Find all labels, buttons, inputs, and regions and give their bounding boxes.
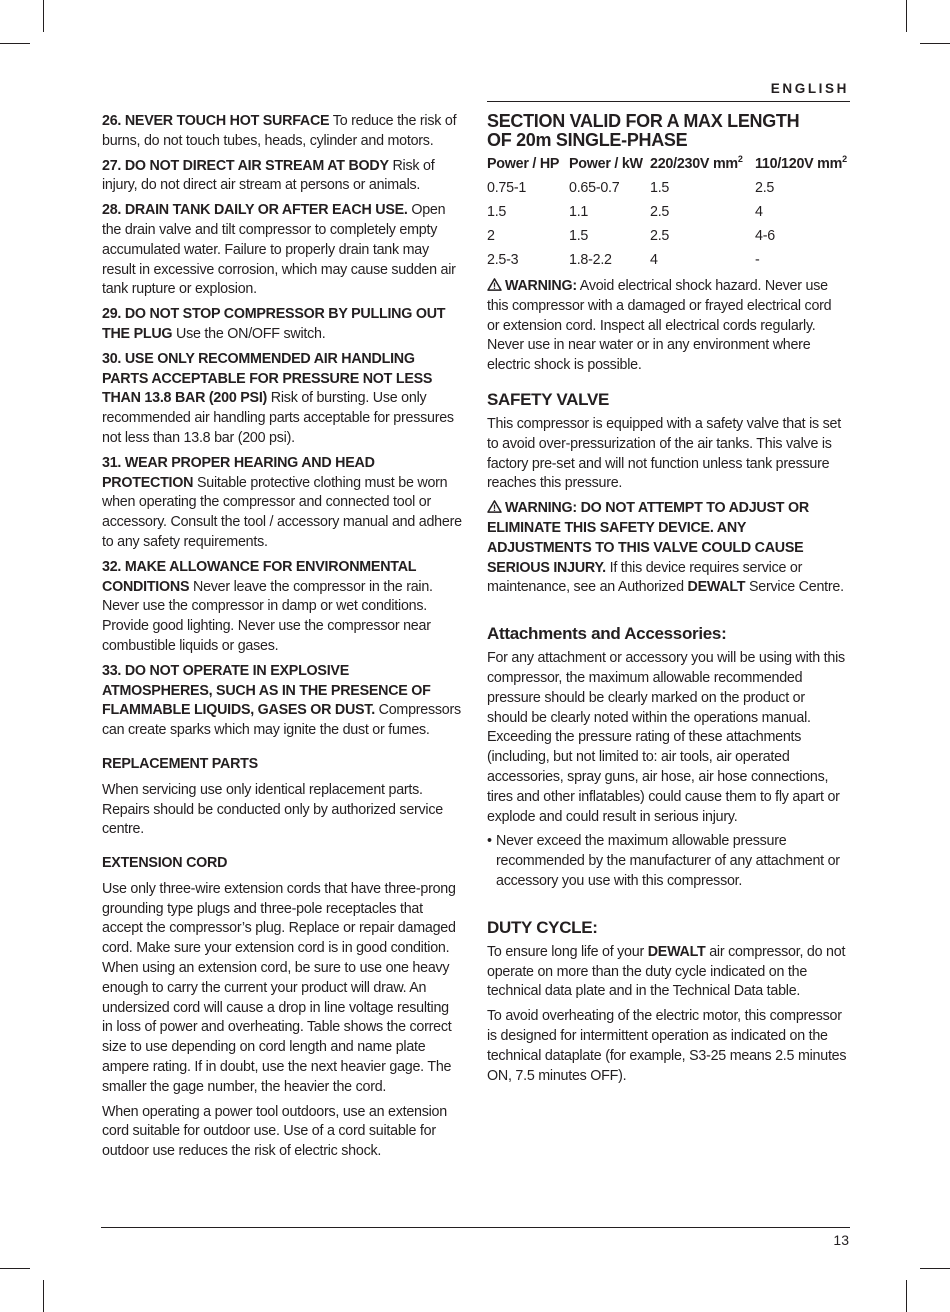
table-cell: 0.75-1: [487, 180, 527, 197]
page-number: 13: [833, 1232, 849, 1248]
safety-rule-26: 26. NEVER TOUCH HOT SURFACE To reduce the risk of burns, do not touch tubes, heads, cylinder and motors.: [102, 113, 457, 149]
replacement-parts-text: When servicing use only identical replacement parts. Repairs should be conducted only by authorized service centre.: [102, 781, 443, 838]
table-cell: 1.5: [569, 228, 589, 245]
table-header-row: [487, 155, 847, 177]
table-cell: 2: [487, 228, 495, 245]
safety-rule-28: 28. DRAIN TANK DAILY OR AFTER EACH USE. Open the drain valve and tilt compressor to completely empty accumulated water. Failure to properly drain tank may result in excessive corrosion, which may cause sudden air tank rupture or explosion.: [102, 202, 456, 298]
table-cell: -: [755, 252, 760, 269]
table-cell: 2.5: [650, 228, 670, 245]
bullet-icon: •: [487, 833, 492, 850]
table-cell: 2.5: [755, 180, 775, 197]
language-label: ENGLISH: [770, 81, 849, 96]
right-column: [487, 112, 847, 1091]
header-rule: [487, 101, 850, 102]
table-cell: 0.65-0.7: [569, 180, 620, 197]
table-cell: 1.1: [569, 204, 589, 221]
table-row: [487, 177, 847, 201]
safety-rule-31: 31. WEAR PROPER HEARING AND HEAD PROTECTION Suitable protective clothing must be worn when operating the compressor and connected tool or accessory. Consult the tool / accessory manual and adhere to any safety requirements.: [102, 454, 462, 550]
table-header-cell: Power / kW: [569, 156, 643, 172]
attachments-text: For any attachment or accessory you will be using with this compressor, the maximum allowable recommended pressure should be clearly marked on the product or should be clearly noted within the operations manual. Exceeding the pressure rating of these attachments (including, but not limited to: air tools, air operated accessories, spray guns, air hose, air hose connections, tires and other inflatables) could cause them to fly apart or explode and could result in serious injury.: [487, 650, 845, 825]
duty-cycle-heading: DUTY CYCLE:: [487, 917, 598, 937]
safety-valve-text: This compressor is equipped with a safety valve that is set to avoid over-pressurization of the air tanks. This valve is factory pre-set and will not function unless tank pressure reaches this pressure.: [487, 415, 841, 492]
safety-rule-32: 32. MAKE ALLOWANCE FOR ENVIRONMENTAL CONDITIONS Never leave the compressor in the rain. Never use the compressor in damp or wet conditions. Provide good lighting. Never use the compressor near combustible liquids or gases.: [102, 558, 433, 654]
crop-mark: [906, 0, 907, 32]
electrical-shock-warning: WARNING: Avoid electrical shock hazard. Never use this compressor with a damaged or frayed electrical cord or extension cord. Inspect all electrical cords regularly. Never use in near water or in any environment where electric shock is possible.: [487, 278, 832, 374]
table-cell: 1.8-2.2: [569, 252, 612, 269]
section-title: SECTION VALID FOR A MAX LENGTH OF 20m SINGLE-PHASE: [487, 111, 800, 150]
extension-cord-heading: EXTENSION CORD: [102, 855, 228, 872]
safety-rule-27: 27. DO NOT DIRECT AIR STREAM AT BODY Risk of injury, do not direct air stream at persons or animals.: [102, 157, 435, 194]
table-cell: 4-6: [755, 228, 775, 245]
list-item: • Never exceed the maximum allowable pressure recommended by the manufacturer of any attachment or accessory you use with this compressor.: [487, 833, 840, 889]
duty-cycle-overheating-text: To avoid overheating of the electric motor, this compressor is designed for intermittent operation as indicated on the technical dataplate (for example, S3-25 means 2.5 minutes ON, 7.5 minutes OFF).: [487, 1008, 847, 1084]
table-cell: 2.5: [650, 204, 670, 221]
table-cell: 1.5: [650, 180, 670, 197]
table-header-cell: 110/120V $mm^2$: [755, 154, 847, 172]
table-cell: 4: [755, 204, 763, 221]
left-column: [102, 112, 462, 1167]
footer-rule: [101, 1227, 850, 1228]
attachments-list: [487, 832, 847, 891]
table-row: [487, 225, 847, 249]
replacement-parts-heading: REPLACEMENT PARTS: [102, 755, 258, 772]
safety-valve-warning: WARNING: DO NOT ATTEMPT TO ADJUST OR ELIMINATE THIS SAFETY DEVICE. ANY ADJUSTMENTS TO THIS VALVE COULD CAUSE SERIOUS INJURY. If this device requires service or maintenance, see an Authorized DEWALT Service Centre.: [487, 500, 844, 596]
warning-icon: [487, 278, 502, 291]
table-header-cell: 220/230V $mm^2$: [650, 154, 743, 172]
table-cell: 4: [650, 252, 658, 269]
table-row: [487, 249, 847, 273]
table-header-cell: Power / HP: [487, 156, 560, 172]
safety-rule-30: 30. USE ONLY RECOMMENDED AIR HANDLING PARTS ACCEPTABLE FOR PRESSURE NOT LESS THAN 13.8 BAR (200 PSI) Risk of bursting. Use only recommended air handling parts acceptable for pressures not less than 13.8 bar (200 psi).: [102, 350, 454, 446]
safety-rule-33: 33. DO NOT OPERATE IN EXPLOSIVE ATMOSPHERES, SUCH AS IN THE PRESENCE OF FLAMMABLE LIQUIDS, GASES OR DUST. Compressors can create sparks which may ignite the dust or fumes.: [102, 662, 461, 739]
crop-mark: [0, 1268, 30, 1269]
duty-cycle-text: To ensure long life of your DEWALT air compressor, do not operate on more than the duty cycle indicated on the technical data plate and in the Technical Data table.: [487, 943, 846, 1000]
crop-mark: [43, 1280, 44, 1312]
warning-icon: [487, 500, 502, 513]
crop-mark: [906, 1280, 907, 1312]
safety-rule-29: 29. DO NOT STOP COMPRESSOR BY PULLING OUT THE PLUG Use the ON/OFF switch.: [102, 306, 446, 342]
extension-cord-text: Use only three-wire extension cords that have three-prong grounding type plugs and three-pole receptacles that accept the compressor’s plug. Replace or repair damaged cord. Make sure your extension cord is in good condition. When using an extension cord, be sure to use one heavy enough to carry the current your product will draw. An undersized cord will cause a drop in line voltage resulting in loss of power and overheating. Table shows the correct size to use depending on cord length and name plate ampere rating. If in doubt, use the next heavier gage. The smaller the gage number, the heavier the cord.: [102, 880, 456, 1095]
table-cell: 1.5: [487, 204, 507, 221]
safety-valve-heading: SAFETY VALVE: [487, 389, 610, 409]
crop-mark: [920, 1268, 950, 1269]
crop-mark: [0, 43, 30, 44]
extension-cord-outdoor-text: When operating a power tool outdoors, use an extension cord suitable for outdoor use. Use of a cord suitable for outdoor use reduces the risk of electric shock.: [102, 1103, 447, 1160]
crop-mark: [43, 0, 44, 32]
table-cell: 2.5-3: [487, 252, 519, 269]
cord-size-table: [487, 155, 847, 273]
table-row: [487, 201, 847, 225]
crop-mark: [920, 43, 950, 44]
attachments-heading: Attachments and Accessories:: [487, 624, 727, 644]
